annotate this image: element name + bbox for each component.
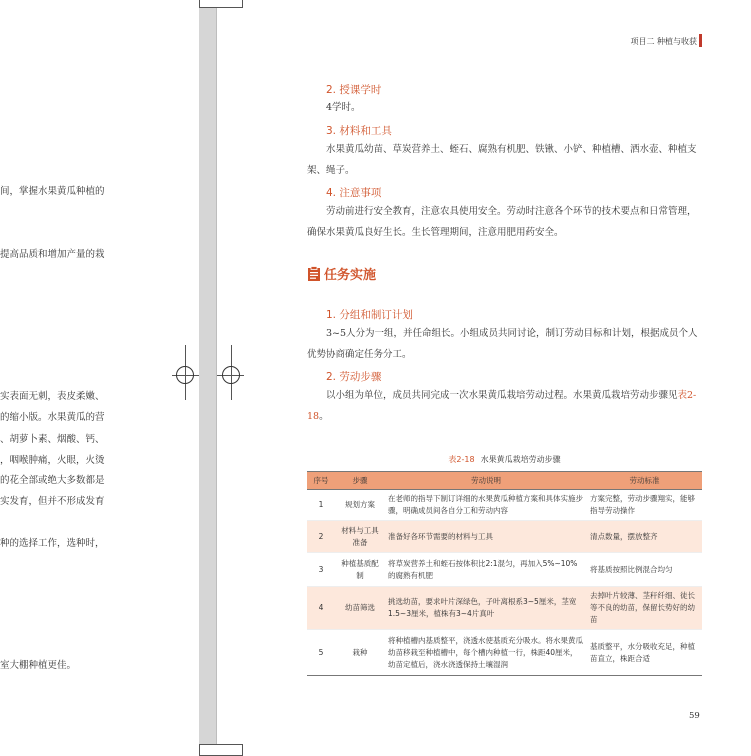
table-cell: 将草炭营养土和蛭石按体积比2:1混匀，再加入5%~10%的腐熟有机肥 xyxy=(388,558,578,580)
clipboard-icon xyxy=(307,266,321,282)
task-item-heading: 1. 分组和制订计划 xyxy=(326,309,413,321)
table-reference-link[interactable]: 表2-18 xyxy=(307,390,697,422)
table-row xyxy=(307,521,702,553)
registration-mark xyxy=(176,366,194,384)
section-body: 4学时。 xyxy=(326,102,361,113)
table-cell: 准备好各环节需要的材料与工具 xyxy=(385,521,587,553)
steps-table xyxy=(307,471,702,676)
task-item-body: 3~5人分为一组，并任命组长。小组成员共同讨论，制订劳动目标和计划，根据成员个人优势协商确定任务分工。 xyxy=(307,328,698,360)
table-cell: 基质整平，水分吸收充足，种植苗直立，株距合适 xyxy=(590,641,695,663)
table-cell: 5 xyxy=(318,647,324,657)
left-page-text: 提高品质和增加产量的栽 xyxy=(0,249,105,260)
page-gutter xyxy=(199,0,216,751)
table-cell: 材料与工具准备 xyxy=(335,521,385,553)
table-cell: 将种植槽内基质整平，浇透水使基质充分吸水。将水果黄瓜幼苗移栽至种植槽中，每个槽内种植一行，株距40厘米，幼苗定植后，浇水浇透保持土壤湿润 xyxy=(388,635,583,669)
table-header-cell: 序号 xyxy=(307,472,335,490)
task-item-body: 以小组为单位，成员共同完成一次水果黄瓜栽培劳动过程。水果黄瓜栽培劳动步骤见表2-18。 xyxy=(307,390,697,422)
table-cell: 规划方案 xyxy=(345,500,375,509)
running-header: 项目二 种植与收获 xyxy=(630,37,697,46)
table-cell: 挑选幼苗，要求叶片深绿色，子叶离根系3~5厘米，茎宽1.5~3厘米，植株有3~4片真叶 xyxy=(385,587,587,630)
table-row xyxy=(307,490,702,521)
left-page-text: 、胡萝卜素、烟酸、钙、 xyxy=(0,434,105,445)
left-page-text: 实发育，但并不形成发育 xyxy=(0,496,105,507)
table-cell: 种植基质配制 xyxy=(341,558,379,580)
table-cell: 方案完整，劳动步骤翔实，能够指导劳动操作 xyxy=(590,494,695,515)
table-cell: 3 xyxy=(318,564,324,574)
task-title-text: 任务实施 xyxy=(324,268,377,283)
crop-mark-bottom xyxy=(199,744,243,756)
table-header-cell: 步骤 xyxy=(335,472,385,490)
table-cell: 将基质按照比例混合均匀 xyxy=(590,564,673,574)
section-body: 水果黄瓜幼苗、草炭营养土、蛭石、腐熟有机肥、铁锹、小铲、种植槽、洒水壶、种植支架、绳子。 xyxy=(307,144,697,176)
table-cell: 1 xyxy=(318,500,324,509)
table-caption xyxy=(307,454,702,465)
table-row xyxy=(307,587,702,630)
table-cell: 幼苗筛选 xyxy=(335,587,385,630)
table-row xyxy=(307,630,702,676)
table-header-cell: 劳动标准 xyxy=(587,472,702,490)
task-section-title xyxy=(307,264,376,283)
table-number: 表2-18 xyxy=(448,455,475,464)
task-item-heading: 2. 劳动步骤 xyxy=(326,371,382,383)
table-cell: 去掉叶片较薄、茎秆纤细、徒长等不良的幼苗，保留长势好的幼苗 xyxy=(587,587,702,630)
crop-mark-top xyxy=(199,0,243,8)
table-cell: 清点数量，摆放整齐 xyxy=(587,521,702,553)
header-accent-bar xyxy=(699,34,702,47)
table-cell: 2 xyxy=(307,521,335,553)
left-page-text: 的缩小版。水果黄瓜的营 xyxy=(0,412,105,423)
table-header-cell: 劳动说明 xyxy=(385,472,587,490)
page-number: 59 xyxy=(689,711,700,721)
registration-mark xyxy=(222,366,240,384)
section-heading: 3. 材料和工具 xyxy=(326,125,392,137)
section-body: 劳动前进行安全教育，注意农具使用安全。劳动时注意各个环节的技术要点和日常管理，确保水果黄瓜良好生长。生长管理期间，注意用肥用药安全。 xyxy=(307,206,697,238)
table-title: 水果黄瓜栽培劳动步骤 xyxy=(480,455,561,464)
section-heading: 2. 授课学时 xyxy=(326,84,382,96)
left-page-text: 间，掌握水果黄瓜种植的 xyxy=(0,186,105,197)
left-page-text: 实表面无刺，表皮柔嫩、 xyxy=(0,391,105,402)
table-cell: 4 xyxy=(307,587,335,630)
table-cell: 在老师的指导下制订详细的水果黄瓜种植方案和具体实施步骤，明确成员间各自分工和劳动内容 xyxy=(388,494,583,515)
table-row xyxy=(307,553,702,587)
left-page-text: 室大棚种植更佳。 xyxy=(0,660,77,671)
left-page-text: 种的选择工作，选种时， xyxy=(0,538,105,549)
section-heading: 4. 注意事项 xyxy=(326,187,382,199)
left-page-text: ，咽喉肿痛，火眼，火烫 xyxy=(0,455,105,466)
left-page-text: 的花全部或绝大多数都是 xyxy=(0,475,105,486)
table-cell: 栽种 xyxy=(352,647,368,657)
